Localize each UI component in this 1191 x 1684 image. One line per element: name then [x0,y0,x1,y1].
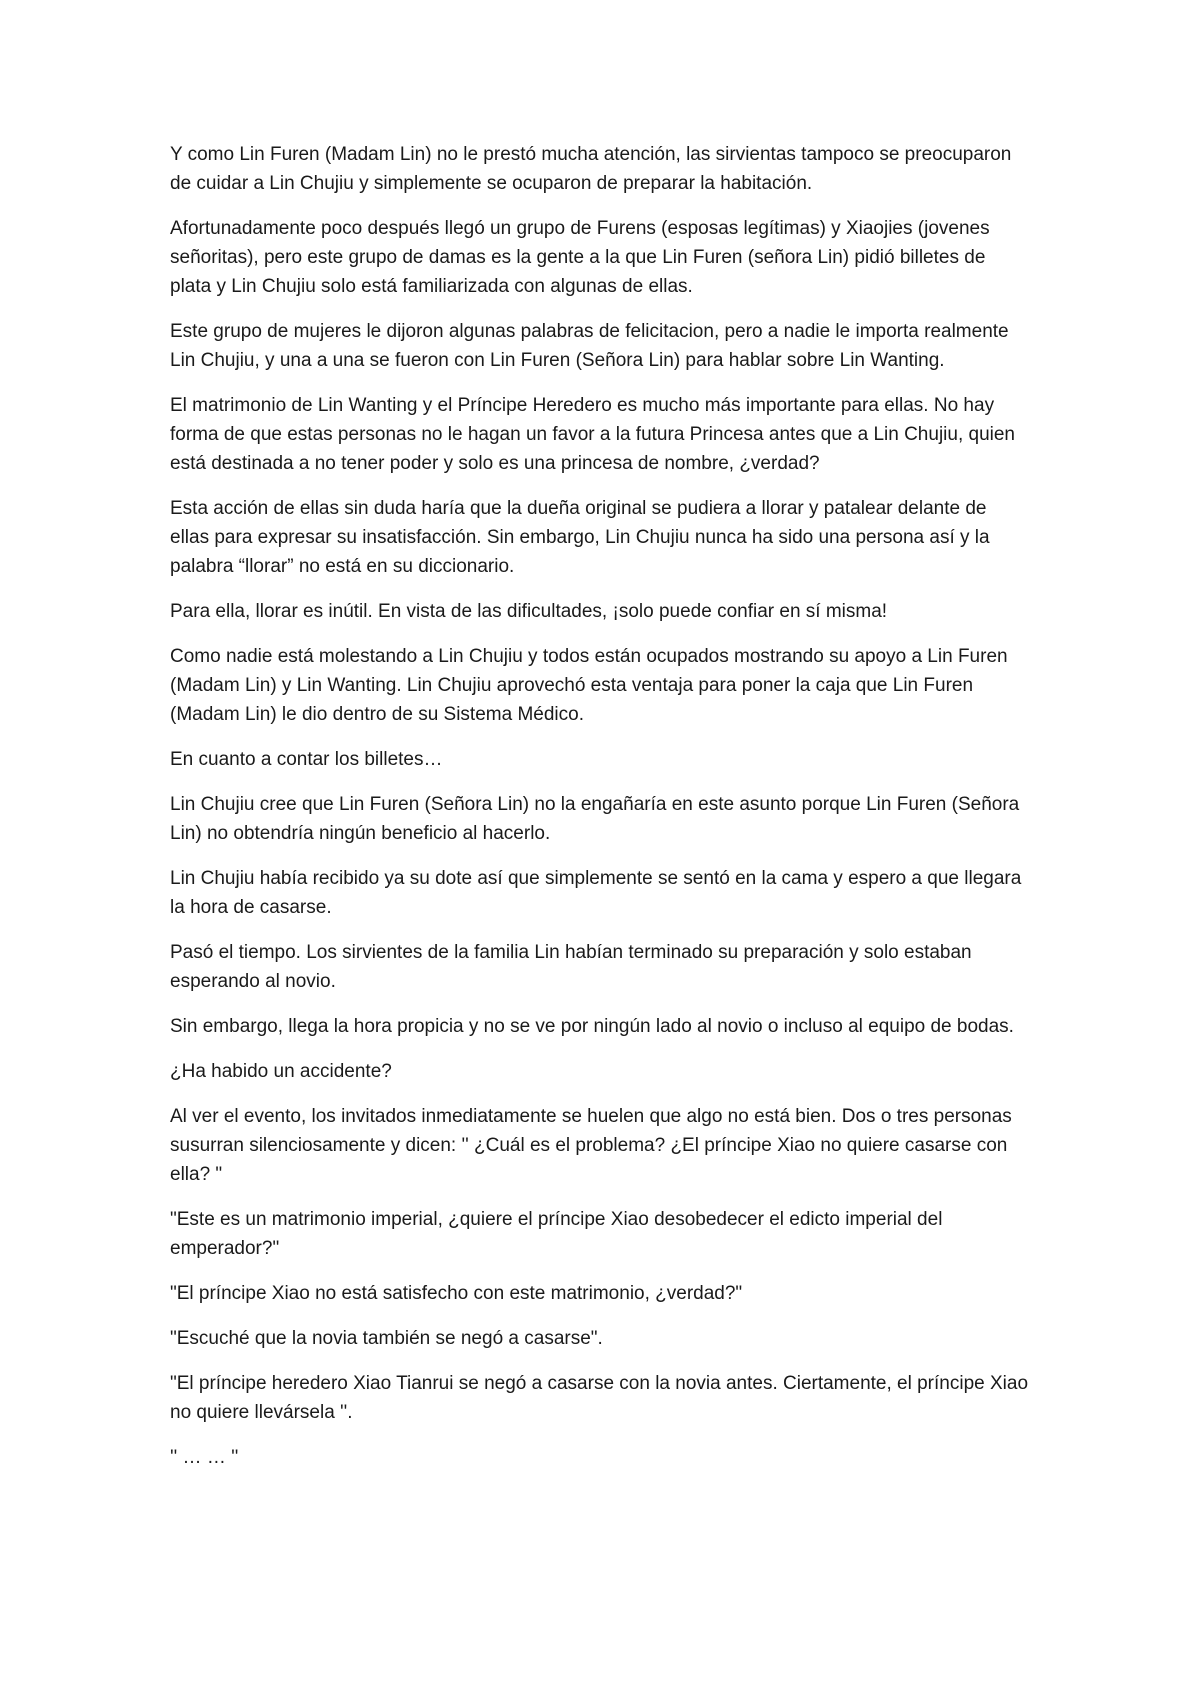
paragraph-8: En cuanto a contar los billetes… [170,749,443,770]
paragraph-1: Y como Lin Furen (Madam Lin) no le prestó mucha atención, las sirvientas tampoco se preocuparon de cuidar a Lin Chujiu y simplemente se ocuparon de preparar la habitación. [170,144,1012,194]
paragraph-19: '' … … '' [170,1447,239,1468]
paragraph-18: "El príncipe heredero Xiao Tianrui se negó a casarse con la novia antes. Ciertamente, el príncipe Xiao no quiere llevársela ''. [170,1373,1029,1423]
paragraph-13: ¿Ha habido un accidente? [170,1061,392,1082]
paragraph-10: Lin Chujiu había recibido ya su dote así que simplemente se sentó en la cama y espero a que llegara la hora de casarse. [170,868,1022,918]
paragraph-15: "Este es un matrimonio imperial, ¿quiere el príncipe Xiao desobedecer el edicto imperial del emperador?" [170,1209,943,1259]
paragraph-4: El matrimonio de Lin Wanting y el Príncipe Heredero es mucho más importante para ellas. No hay forma de que estas personas no le hagan un favor a la futura Princesa antes que a Lin Chujiu, quien está destinada a no tener poder y solo es una princesa de nombre, ¿verdad? [170,395,1015,474]
paragraph-2: Afortunadamente poco después llegó un grupo de Furens (esposas legítimas) y Xiaojies (jovenes señoritas), pero este grupo de damas es la gente a la que Lin Furen (señora Lin) pidió billetes de plata y Lin Chujiu solo está familiarizada con algunas de ellas. [170,218,990,297]
paragraph-6: Para ella, llorar es inútil. En vista de las dificultades, ¡solo puede confiar en sí misma! [170,601,888,622]
paragraph-16: "El príncipe Xiao no está satisfecho con este matrimonio, ¿verdad?" [170,1283,743,1304]
paragraph-17: "Escuché que la novia también se negó a casarse". [170,1328,603,1349]
paragraph-9: Lin Chujiu cree que Lin Furen (Señora Lin) no la engañaría en este asunto porque Lin Furen (Señora Lin) no obtendría ningún beneficio al hacerlo. [170,794,1020,844]
paragraph-7: Como nadie está molestando a Lin Chujiu y todos están ocupados mostrando su apoyo a Lin Furen (Madam Lin) y Lin Wanting. Lin Chujiu aprovechó esta ventaja para poner la caja que Lin Furen (Madam Lin) le dio dentro de su Sistema Médico. [170,646,1008,725]
paragraph-12: Sin embargo, llega la hora propicia y no se ve por ningún lado al novio o incluso al equipo de bodas. [170,1016,1014,1037]
paragraph-11: Pasó el tiempo. Los sirvientes de la familia Lin habían terminado su preparación y solo estaban esperando al novio. [170,942,972,992]
paragraph-3: Este grupo de mujeres le dijoron algunas palabras de felicitacion, pero a nadie le importa realmente Lin Chujiu, y una a una se fueron con Lin Furen (Señora Lin) para hablar sobre Lin Wanting. [170,321,1009,371]
paragraph-5: Esta acción de ellas sin duda haría que la dueña original se pudiera a llorar y patalear delante de ellas para expresar su insatisfacción. Sin embargo, Lin Chujiu nunca ha sido una persona así y la palabra “llorar” no está en su diccionario. [170,498,990,577]
document-body [170,140,1028,1488]
paragraph-14: Al ver el evento, los invitados inmediatamente se huelen que algo no está bien. Dos o tres personas susurran silenciosamente y dicen: '' ¿Cuál es el problema? ¿El príncipe Xiao no quiere casarse con ella? " [170,1106,1012,1185]
